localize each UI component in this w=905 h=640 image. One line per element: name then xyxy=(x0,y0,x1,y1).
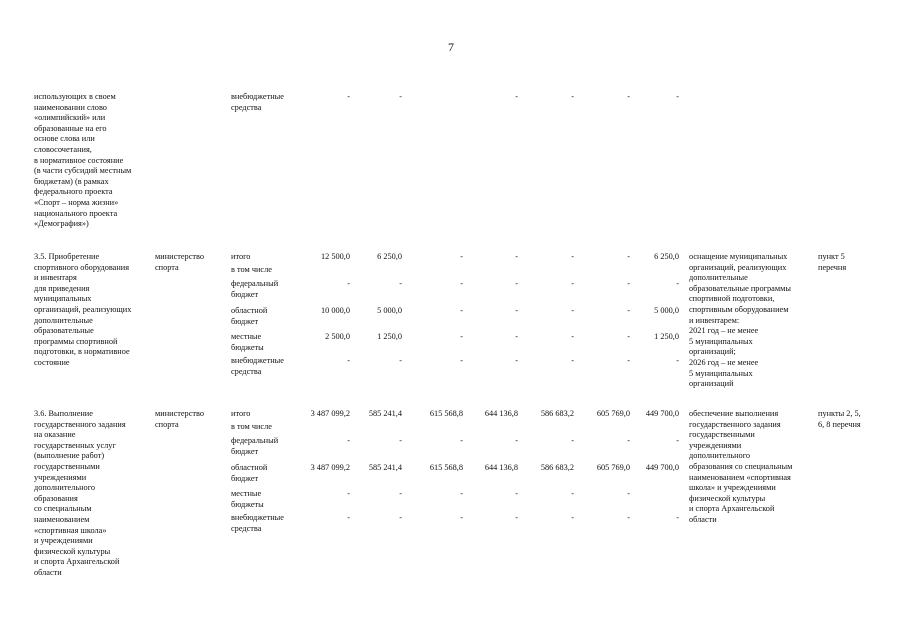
row-link: пункты 2, 5, 6, 8 перечня xyxy=(818,409,861,429)
value-cell: 644 136,8 xyxy=(484,463,518,472)
value-cell: - xyxy=(571,92,574,101)
value-cell: - xyxy=(399,356,402,365)
value-cell: 605 769,0 xyxy=(596,463,630,472)
value-cell: - xyxy=(399,489,402,498)
value-cell: - xyxy=(347,489,350,498)
value-cell: - xyxy=(460,436,463,445)
value-cell: 5 000,0 xyxy=(654,306,679,315)
row-name: 3.5. Приобретение спортивного оборудования и инвентаря для приведения муниципальных организаций, реализующих дополнительные образовательные программы спортивной подготовки, в нормативное состояние xyxy=(34,252,132,367)
value-cell: 5 000,0 xyxy=(377,306,402,315)
source-label: внебюджетные средства xyxy=(231,513,284,533)
row-link: пункт 5 перечня xyxy=(818,252,847,272)
value-cell: 3 487 099,2 xyxy=(310,409,350,418)
value-cell: 6 250,0 xyxy=(377,252,402,261)
source-label: итого xyxy=(231,409,251,418)
value-cell: 615 568,8 xyxy=(429,463,463,472)
value-cell: - xyxy=(515,252,518,261)
value-cell: - xyxy=(515,279,518,288)
value-cell: - xyxy=(515,356,518,365)
value-cell: 586 683,2 xyxy=(540,463,574,472)
value-cell: - xyxy=(347,513,350,522)
value-cell: 3 487 099,2 xyxy=(310,463,350,472)
value-cell: - xyxy=(571,279,574,288)
source-label: областной бюджет xyxy=(231,463,268,483)
value-cell: - xyxy=(347,279,350,288)
source-label: федеральный бюджет xyxy=(231,279,279,299)
value-cell: - xyxy=(627,513,630,522)
value-cell: 12 500,0 xyxy=(320,252,350,261)
value-cell: 605 769,0 xyxy=(596,409,630,418)
value-cell: 615 568,8 xyxy=(429,409,463,418)
value-cell: - xyxy=(460,252,463,261)
value-cell: - xyxy=(515,306,518,315)
value-cell: - xyxy=(460,489,463,498)
value-cell: - xyxy=(676,513,679,522)
value-cell: - xyxy=(627,252,630,261)
value-cell: - xyxy=(627,279,630,288)
value-cell: - xyxy=(399,279,402,288)
source-label: областной бюджет xyxy=(231,306,268,326)
value-cell: 644 136,8 xyxy=(484,409,518,418)
source-label: внебюджетные средства xyxy=(231,356,284,376)
value-cell: - xyxy=(571,332,574,341)
value-cell: - xyxy=(571,513,574,522)
row-name: 3.6. Выполнение государственного задания на оказание государственных услуг (выполнение работ) государственными учреждениями дополнительного образования со специальным наименованием «спортивная школа» и учреждениями физической культуры и спорта Архангельской области xyxy=(34,409,126,577)
value-cell: - xyxy=(676,356,679,365)
value-cell: 6 250,0 xyxy=(654,252,679,261)
value-cell: - xyxy=(460,332,463,341)
value-cell: - xyxy=(571,489,574,498)
value-cell: 10 000,0 xyxy=(320,306,350,315)
value-cell: 1 250,0 xyxy=(377,332,402,341)
value-cell: 449 700,0 xyxy=(645,463,679,472)
source-label: федеральный бюджет xyxy=(231,436,279,456)
row-executor: министерство спорта xyxy=(155,252,205,272)
value-cell: - xyxy=(627,332,630,341)
source-label: итого xyxy=(231,252,251,261)
row-result: обеспечение выполнения государственного задания государственными учреждениями дополнительного образования со специальным наименованием «спортивная школа» и учреждениями физической культуры и спорта Архангельской области xyxy=(689,409,793,524)
value-cell: - xyxy=(627,92,630,101)
source-label: местные бюджеты xyxy=(231,489,264,509)
value-cell: 2 500,0 xyxy=(325,332,350,341)
value-cell: - xyxy=(571,436,574,445)
source-label: внебюджетные средства xyxy=(231,92,284,112)
value-cell: - xyxy=(460,356,463,365)
value-cell: - xyxy=(399,436,402,445)
value-cell: - xyxy=(460,513,463,522)
value-cell: - xyxy=(515,92,518,101)
value-cell: - xyxy=(676,436,679,445)
value-cell: 585 241,4 xyxy=(368,463,402,472)
value-cell: - xyxy=(627,489,630,498)
value-cell: 1 250,0 xyxy=(654,332,679,341)
value-cell: - xyxy=(460,306,463,315)
value-cell: 449 700,0 xyxy=(645,409,679,418)
value-cell: - xyxy=(515,489,518,498)
value-cell: - xyxy=(399,513,402,522)
row-name: использующих в своем наименовании слово «олимпийский» или образованные на его основе слова или словосочетания, в нормативное состояние (в части субсидий местным бюджетам) (в рамках федерального проекта «Спорт – норма жизни» национального проекта «Демография») xyxy=(34,92,132,229)
source-label: в том числе xyxy=(231,265,272,274)
value-cell: - xyxy=(347,356,350,365)
value-cell: - xyxy=(571,356,574,365)
value-cell: - xyxy=(399,92,402,101)
value-cell: - xyxy=(676,279,679,288)
row-result: оснащение муниципальных организаций, реализующих дополнительные образовательные программы спортивной подготовки, спортивным оборудованием и инвентарем: 2021 год – не менее 5 муниципальных организаций; 2026 год – не менее 5 муниципальных организаций xyxy=(689,252,791,389)
value-cell: - xyxy=(627,306,630,315)
source-label: местные бюджеты xyxy=(231,332,264,352)
value-cell: - xyxy=(571,252,574,261)
source-label: в том числе xyxy=(231,422,272,431)
value-cell: - xyxy=(460,279,463,288)
value-cell: - xyxy=(571,306,574,315)
row-executor: министерство спорта xyxy=(155,409,205,429)
value-cell: - xyxy=(627,436,630,445)
value-cell: - xyxy=(347,436,350,445)
value-cell: - xyxy=(515,513,518,522)
value-cell: 585 241,4 xyxy=(368,409,402,418)
value-cell: - xyxy=(515,332,518,341)
value-cell: - xyxy=(627,356,630,365)
value-cell: - xyxy=(676,92,679,101)
value-cell: 586 683,2 xyxy=(540,409,574,418)
page-number: 7 xyxy=(448,40,454,54)
value-cell: - xyxy=(515,436,518,445)
value-cell: - xyxy=(347,92,350,101)
